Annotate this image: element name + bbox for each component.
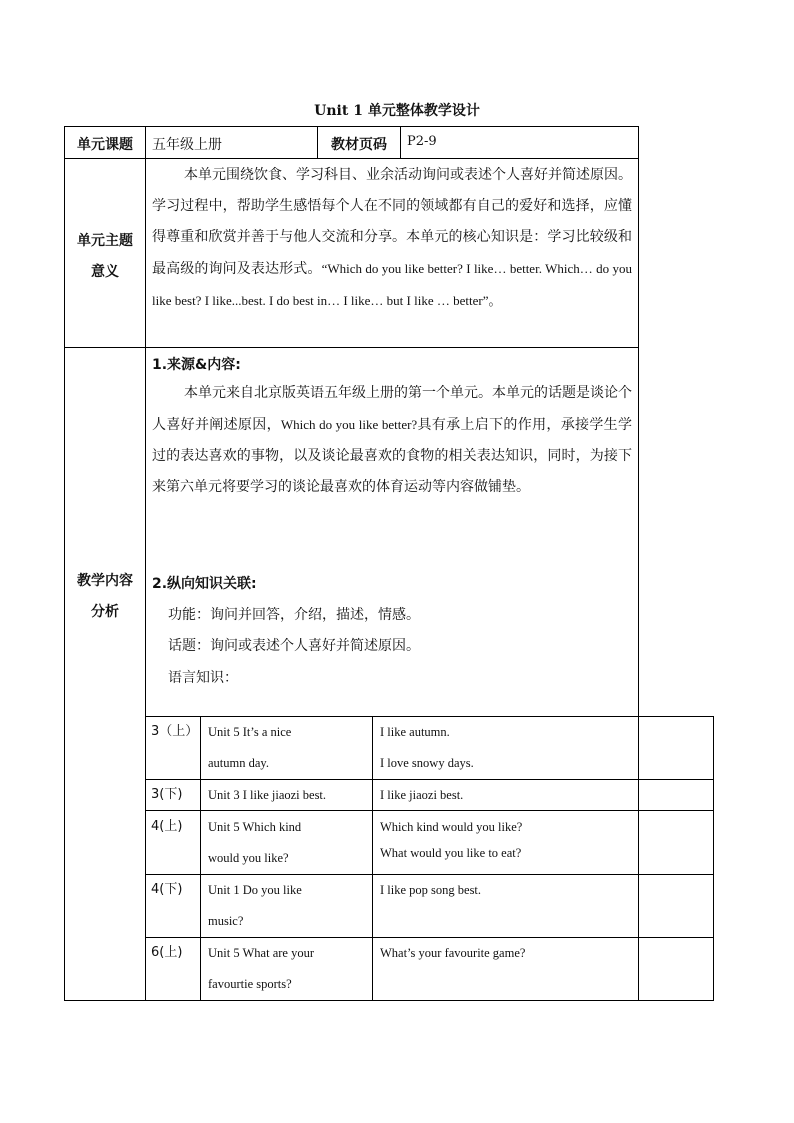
theme-text-cn: 本单元围绕饮食、学习科目、业余活动询问或表述个人喜好并简述原因。学习过程中，帮助学生感悟每个人在不同的领域都有自己的爱好和选择，应懂得尊重和欣赏并善于与他人交流和分享。本单元的核心知识是：学习比较级和最高级的询问及表达形式。	[152, 167, 632, 277]
theme-label	[65, 226, 145, 288]
function-line: 功能：询问并回答，介绍，描述，情感。	[168, 607, 420, 623]
unit-cell-line2: would you like?	[208, 851, 289, 865]
sentence-cell-line2: What would you like to eat?	[380, 846, 522, 860]
unit-topic-value: 五年级上册	[152, 137, 222, 153]
unit-topic-label: 单元课题	[77, 137, 133, 153]
sentence-cell-line1: I like pop song best.	[380, 883, 482, 897]
unit-cell-line1: Unit 5 It’s a nice	[208, 725, 292, 739]
unit-cell-line1: Unit 5 What are your	[208, 946, 314, 960]
section1-text-b: 具有承上启下的作用，承接学生学过的表达喜欢的事物，以及谈论最喜欢的食物的相关表达知识，同时，为接下来第六单元将要学习的谈论最喜欢的体育运动等内容做铺垫。	[152, 417, 632, 495]
theme-text	[152, 160, 632, 317]
unit-cell-line1: Unit 1 Do you like	[208, 883, 302, 897]
pages-label: 教材页码	[331, 137, 387, 153]
unit-cell-line1: Unit 3 I like jiaozi best.	[208, 788, 327, 802]
grade-cell: 3（上）	[151, 724, 199, 739]
topic-line: 话题：询问或表述个人喜好并简述原因。	[168, 638, 420, 654]
sentence-cell-line1: I like jiaozi best.	[380, 788, 464, 802]
section2-heading: 2.纵向知识关联:	[152, 576, 257, 592]
sentence-cell-line1: I like autumn.	[380, 725, 450, 739]
document-title: Unit 1 单元整体教学设计	[314, 103, 480, 119]
analysis-label-line2: 分析	[91, 604, 119, 620]
sentence-cell-line2: I love snowy days.	[380, 756, 474, 770]
pages-value: P2-9	[407, 134, 437, 149]
grade-cell: 4(下)	[151, 882, 183, 897]
section1-text-en: Which do you like better?	[280, 417, 418, 432]
unit-cell-line2: music?	[208, 914, 244, 928]
section1-text	[152, 378, 632, 503]
theme-text-en: “Which do you like better? I like… better. Which… do you like best? I like...best. I do best in… I like… but I like … better”。	[152, 261, 632, 308]
sentence-cell-line1: What’s your favourite game?	[380, 946, 526, 960]
theme-label-line2: 意义	[91, 264, 119, 280]
section1-heading: 1.来源&内容:	[152, 357, 241, 373]
unit-cell-line2: favourtie sports?	[208, 977, 292, 991]
section1-text-a: 本单元来自北京版英语五年级上册的第一个单元。本单元的话题是谈论个人喜好并阐述原因，	[152, 385, 632, 433]
grade-cell: 6(上)	[151, 945, 183, 960]
unit-cell-line2: autumn day.	[208, 756, 269, 770]
theme-label-line1: 单元主题	[77, 233, 133, 249]
language-line: 语言知识：	[168, 670, 238, 686]
sentence-cell-line1: Which kind would you like?	[380, 820, 523, 834]
grade-cell: 4(上)	[151, 819, 183, 834]
analysis-label	[65, 566, 145, 628]
unit-cell-line1: Unit 5 Which kind	[208, 820, 302, 834]
analysis-label-line1: 教学内容	[77, 573, 133, 589]
grade-cell: 3(下)	[151, 787, 183, 802]
